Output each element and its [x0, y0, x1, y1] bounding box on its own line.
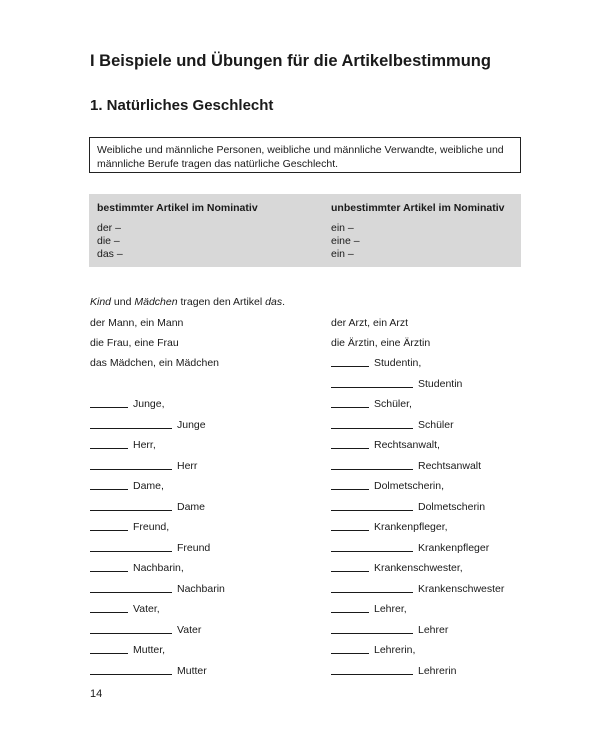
right-exercise-row	[331, 562, 463, 574]
exercise-word: Krankenschwester,	[374, 562, 463, 574]
right-exercise-row	[331, 378, 462, 390]
answer-blank[interactable]	[90, 611, 128, 613]
answer-blank[interactable]	[90, 509, 172, 511]
left-exercise-row	[90, 644, 165, 656]
exercise-word: Junge	[177, 418, 206, 431]
article-table	[89, 194, 521, 267]
rule-line: Weibliche und männliche Personen, weibliche und männliche Verwandte, weibliche und	[97, 144, 504, 156]
exercise-word: Rechtsanwalt,	[374, 439, 440, 451]
example-left: die Frau, eine Frau	[90, 337, 179, 349]
answer-blank[interactable]	[331, 550, 413, 552]
page-number: 14	[90, 688, 103, 700]
right-exercise-row	[331, 357, 421, 369]
right-exercise-row	[331, 419, 454, 431]
note-text: .	[282, 296, 285, 308]
definite-article: die –	[97, 235, 120, 247]
note-line	[90, 296, 285, 308]
left-exercise-row	[90, 439, 156, 451]
exercise-word: Lehrerin	[418, 664, 457, 677]
left-exercise-row	[90, 583, 225, 595]
exercise-word: Krankenschwester	[418, 582, 505, 595]
right-exercise-row	[331, 665, 457, 677]
answer-blank[interactable]	[90, 529, 128, 531]
exercise-word: Dame,	[133, 480, 164, 492]
exercise-word: Mutter	[177, 664, 207, 677]
answer-blank[interactable]	[90, 427, 172, 429]
answer-blank[interactable]	[331, 591, 413, 593]
answer-blank[interactable]	[331, 447, 369, 449]
exercise-word: Lehrerin,	[374, 644, 416, 656]
example-left: das Mädchen, ein Mädchen	[90, 357, 219, 369]
left-exercise-row	[90, 419, 206, 431]
exercise-word: Vater	[177, 623, 202, 636]
answer-blank[interactable]	[90, 468, 172, 470]
exercise-word: Krankenpfleger	[418, 541, 490, 554]
answer-blank[interactable]	[90, 673, 172, 675]
answer-blank[interactable]	[331, 509, 413, 511]
exercise-word: Studentin,	[374, 357, 422, 369]
indefinite-article: ein –	[331, 248, 354, 260]
right-exercise-row	[331, 583, 504, 595]
left-exercise-row	[90, 521, 169, 533]
answer-blank[interactable]	[331, 386, 413, 388]
right-exercise-row	[331, 521, 448, 533]
left-exercise-row	[90, 603, 160, 615]
left-exercise-row	[90, 501, 205, 513]
right-exercise-row	[331, 624, 448, 636]
right-exercise-row	[331, 439, 440, 451]
left-exercise-row	[90, 665, 207, 677]
note-text: tragen den Artikel	[177, 296, 266, 308]
exercise-word: Rechtsanwalt	[418, 459, 482, 472]
exercise-word: Mutter,	[133, 644, 166, 656]
answer-blank[interactable]	[331, 529, 369, 531]
exercise-word: Vater,	[133, 603, 160, 615]
answer-blank[interactable]	[331, 611, 369, 613]
answer-blank[interactable]	[90, 550, 172, 552]
note-word-kind: Kind	[90, 296, 112, 308]
exercise-word: Dolmetscherin,	[374, 480, 445, 492]
right-exercise-row	[331, 398, 412, 410]
exercise-word: Nachbarin	[177, 582, 225, 595]
answer-blank[interactable]	[90, 591, 172, 593]
answer-blank[interactable]	[331, 673, 413, 675]
exercise-word: Schüler,	[374, 398, 412, 410]
note-word-das: das	[265, 296, 283, 308]
answer-blank[interactable]	[90, 447, 128, 449]
exercise-word: Lehrer,	[374, 603, 407, 615]
definite-article: das –	[97, 248, 123, 260]
exercise-word: Nachbarin,	[133, 562, 184, 574]
left-exercise-row	[90, 398, 165, 410]
chapter-title: I Beispiele und Übungen für die Artikelbestimmung	[90, 52, 491, 70]
answer-blank[interactable]	[331, 365, 369, 367]
answer-blank[interactable]	[90, 570, 128, 572]
definite-article-header: bestimmter Artikel im Nominativ	[97, 202, 258, 214]
left-exercise-row	[90, 480, 164, 492]
exercise-word: Junge,	[133, 398, 165, 410]
left-exercise-row	[90, 562, 184, 574]
exercise-word: Herr	[177, 459, 198, 472]
exercise-word: Lehrer	[418, 623, 449, 636]
right-exercise-row	[331, 480, 444, 492]
exercise-word: Schüler	[418, 418, 454, 431]
answer-blank[interactable]	[331, 427, 413, 429]
definite-article: der –	[97, 222, 121, 234]
answer-blank[interactable]	[90, 652, 128, 654]
answer-blank[interactable]	[331, 570, 369, 572]
indefinite-article-header: unbestimmter Artikel im Nominativ	[331, 202, 505, 214]
example-left: der Mann, ein Mann	[90, 317, 184, 329]
exercise-word: Freund	[177, 541, 211, 554]
indefinite-article: eine –	[331, 235, 360, 247]
rule-box	[89, 137, 521, 173]
answer-blank[interactable]	[331, 468, 413, 470]
example-right: der Arzt, ein Arzt	[331, 317, 409, 329]
right-exercise-row	[331, 644, 415, 656]
answer-blank[interactable]	[331, 652, 369, 654]
exercise-word: Freund,	[133, 521, 170, 533]
right-exercise-row	[331, 603, 407, 615]
note-word-maedchen: Mädchen	[134, 296, 178, 308]
left-exercise-row	[90, 624, 201, 636]
exercise-word: Krankenpfleger,	[374, 521, 448, 533]
rule-line: männliche Berufe tragen das natürliche Geschlecht.	[97, 158, 339, 170]
answer-blank[interactable]	[90, 406, 128, 408]
exercise-word: Dame	[177, 500, 206, 513]
section-title: 1. Natürliches Geschlecht	[90, 97, 274, 114]
right-exercise-row	[331, 542, 489, 554]
answer-blank[interactable]	[331, 406, 369, 408]
left-exercise-row	[90, 542, 210, 554]
answer-blank[interactable]	[90, 488, 128, 490]
example-right: die Ärztin, eine Ärztin	[331, 337, 431, 349]
right-exercise-row	[331, 460, 481, 472]
answer-blank[interactable]	[331, 488, 369, 490]
right-exercise-row	[331, 501, 485, 513]
indefinite-article: ein –	[331, 222, 354, 234]
note-text: und	[111, 296, 135, 308]
exercise-word: Studentin	[418, 377, 463, 390]
answer-blank[interactable]	[90, 632, 172, 634]
answer-blank[interactable]	[331, 632, 413, 634]
left-exercise-row	[90, 460, 197, 472]
exercise-word: Herr,	[133, 439, 156, 451]
exercise-word: Dolmetscherin	[418, 500, 486, 513]
